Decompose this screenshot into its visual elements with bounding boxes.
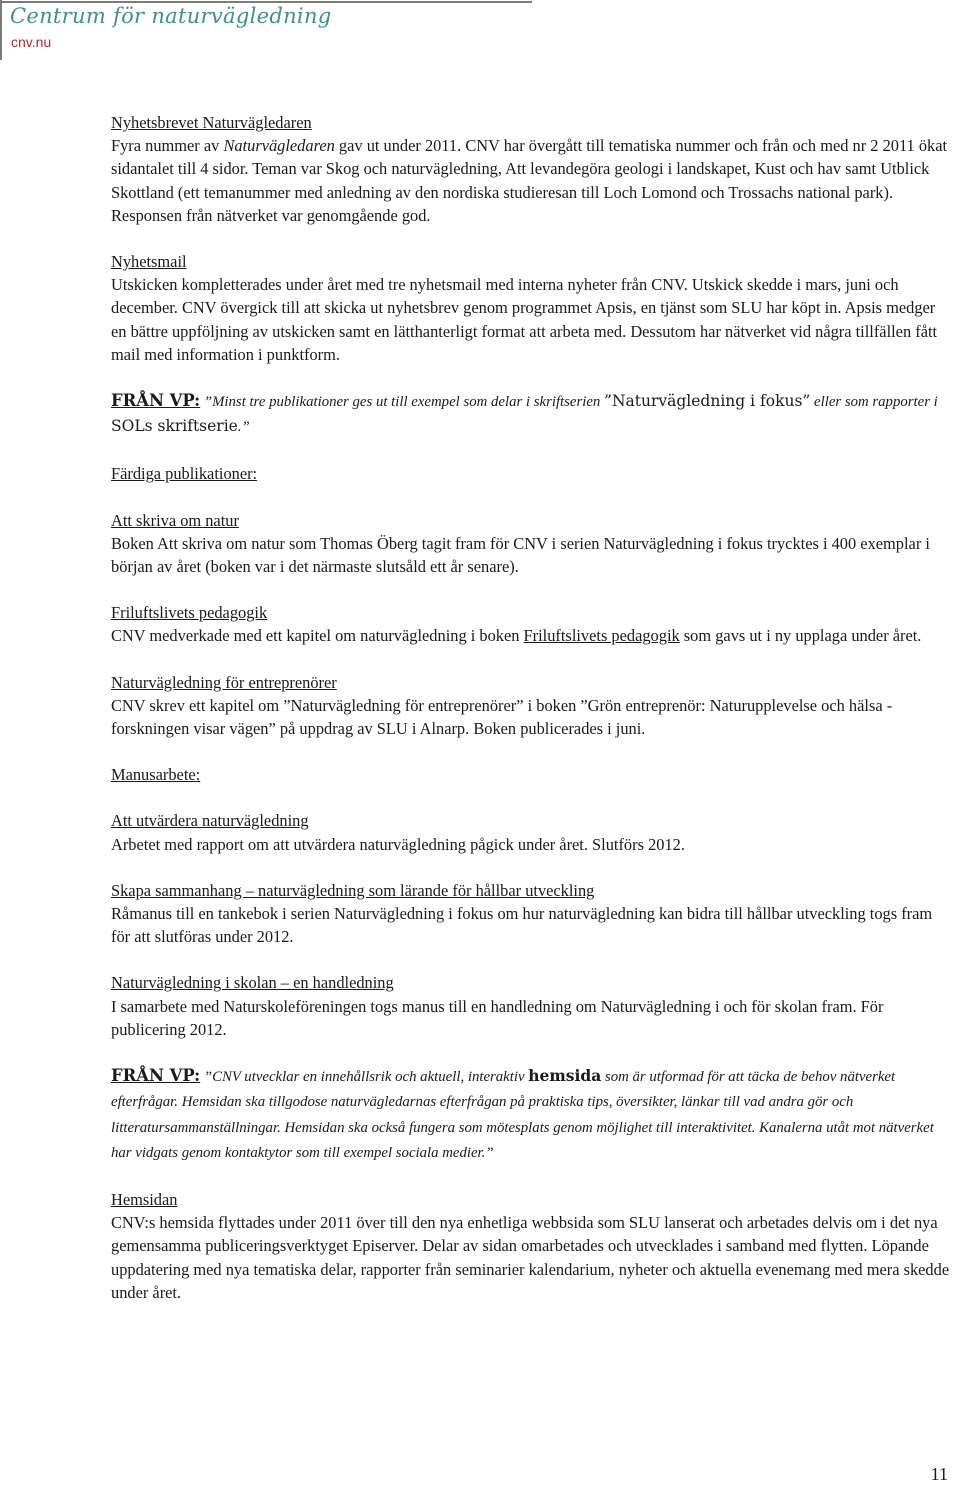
hemsida-highlight: hemsida — [528, 1066, 602, 1086]
vp-website-paragraph: FRÅN VP: ”CNV utvecklar en innehållsrik och aktuell, interaktiv hemsida som är utformad för att täcka de behov nätverket efterfrågar. Hemsidan ska tillgodose naturvägledarnas efterfrågan på praktiska tips, översikter, länkar till vad andra gör och litteratursammanställningar. Hemsidan ska också fungera som mötesplats genom möjlighet till interaktivitet. Kanalerna utåt mot nätverket har vidgats genom kontaktytor som till exempel sociala medier.” — [111, 1066, 934, 1161]
site-address: cnv.nu — [11, 34, 52, 50]
manuscript-text: Arbetet med rapport om att utvärdera naturvägledning pågick under året. Slutförs 2012. — [111, 834, 685, 854]
document-body — [111, 111, 951, 1327]
section-website — [111, 1188, 951, 1304]
page-number: 11 — [930, 1464, 948, 1484]
section-vp-website — [111, 1064, 951, 1165]
publication-text: CNV skrev ett kapitel om ”Naturvägledning för entreprenörer” i boken ”Grön entreprenör: Naturupplevelse och hälsa - forskningen visar vägen” på uppdrag av SLU i Alnarp. Boken publicerades i juni. — [111, 695, 893, 739]
heading-newsmail: Nyhetsmail — [111, 252, 187, 272]
section-vp-publications — [111, 389, 951, 439]
header-horizontal-rule — [2, 1, 532, 3]
manuscript-item — [111, 971, 951, 1041]
book-link-friluftslivets-pedagogik[interactable]: Friluftslivets pedagogik — [523, 626, 680, 646]
manuscript-text: Råmanus till en tankebok i serien Naturvägledning i fokus om hur naturvägledning kan bidra till hållbar utveckling togs fram för att slutföras under 2012. — [111, 904, 933, 947]
newsletter-title: Naturvägledaren — [223, 136, 335, 156]
series-name: ”Naturvägledning i fokus” — [604, 392, 811, 411]
vp-label: FRÅN VP: — [111, 1066, 201, 1086]
publication-item — [111, 509, 951, 579]
section-manuscripts-heading — [111, 763, 951, 786]
vp-label: FRÅN VP: — [111, 391, 201, 411]
heading-website: Hemsidan — [111, 1189, 178, 1209]
manuscript-item — [111, 879, 951, 949]
publication-item — [111, 601, 951, 647]
publication-title: Friluftslivets pedagogik — [111, 603, 268, 623]
section-newsmail — [111, 250, 951, 366]
organization-name: Centrum för naturvägledning — [10, 4, 332, 28]
publication-title: Naturvägledning för entreprenörer — [111, 672, 337, 692]
section-newsletter — [111, 111, 951, 227]
heading-newsletter: Nyhetsbrevet Naturvägledaren — [111, 113, 312, 132]
website-paragraph: CNV:s hemsida flyttades under 2011 över till den nya enhetliga webbsida som SLU lanserat och arbetades delvis om i det nya gemensamma publiceringsverktyget Episerver. Delar av sidan omarbetades och utvecklades i samband med flytten. Löpande uppdatering med nya tematiska delar, rapporter från seminarier kalendarium, nyheter och aktuella evenemang med mera skedde under året. — [111, 1213, 950, 1302]
manuscript-title: Att utvärdera naturvägledning — [111, 811, 309, 831]
manuscript-item — [111, 809, 951, 855]
publication-item — [111, 671, 951, 741]
section-finished-heading — [111, 462, 951, 485]
heading-finished-publications: Färdiga publikationer: — [111, 464, 258, 484]
manuscript-title: Skapa sammanhang – naturvägledning som lärande för hållbar utveckling — [111, 880, 595, 900]
publication-text: CNV medverkade med ett kapitel om naturvägledning i boken Friluftslivets pedagogik som gavs ut i ny upplaga under året. — [111, 626, 922, 646]
manuscript-text: I samarbete med Naturskoleföreningen togs manus till en handledning om Naturvägledning i och för skolan fram. För publicering 2012. — [111, 996, 884, 1039]
page-header — [0, 0, 540, 60]
newsletter-paragraph: Fyra nummer av Naturvägledaren gav ut under 2011. CNV har övergått till tematiska nummer och från och med nr 2 2011 ökat sidantalet till 4 sidor. Teman var Skog och naturvägledning, Att levandegöra geologi i landskapet, Kust och hav samt Utblick Skottland (ett temanummer med anledning av den nordiska studieresan till Loch Lomond och Trossachs national park). Responsen från nätverket var genomgående god. — [111, 136, 948, 225]
manuscript-title: Naturvägledning i skolan – en handledning — [111, 973, 394, 993]
vp-publications-paragraph: FRÅN VP: ”Minst tre publikationer ges ut till exempel som delar i skriftserien ”Naturvägledning i fokus” eller som rapporter i SOLs skriftserie.” — [111, 391, 938, 436]
publication-text: Boken Att skriva om natur som Thomas Öberg tagit fram för CNV i serien Naturvägledning i fokus trycktes i 400 exemplar i början av året (boken var i det närmaste slutsåld ett år senare). — [111, 533, 930, 577]
heading-manuscripts: Manusarbete: — [111, 765, 201, 785]
publication-title: Att skriva om natur — [111, 510, 239, 530]
newsmail-paragraph: Utskicken kompletterades under året med tre nyhetsmail med interna nyheter från CNV. Utskick skedde i mars, juni och december. CNV övergick till att skicka ut nyhetsbrev genom programmet Apsis, en tjänst som SLU har köpt in. Apsis medger en bättre uppföljning av utskicken samt en lätthanterligt format att arbeta med. Dessutom har nätverket vid några tillfällen fått mail med information i punktform. — [111, 275, 938, 364]
header-vertical-rule — [0, 0, 2, 60]
sols-series: SOLs skriftserie — [111, 417, 238, 436]
